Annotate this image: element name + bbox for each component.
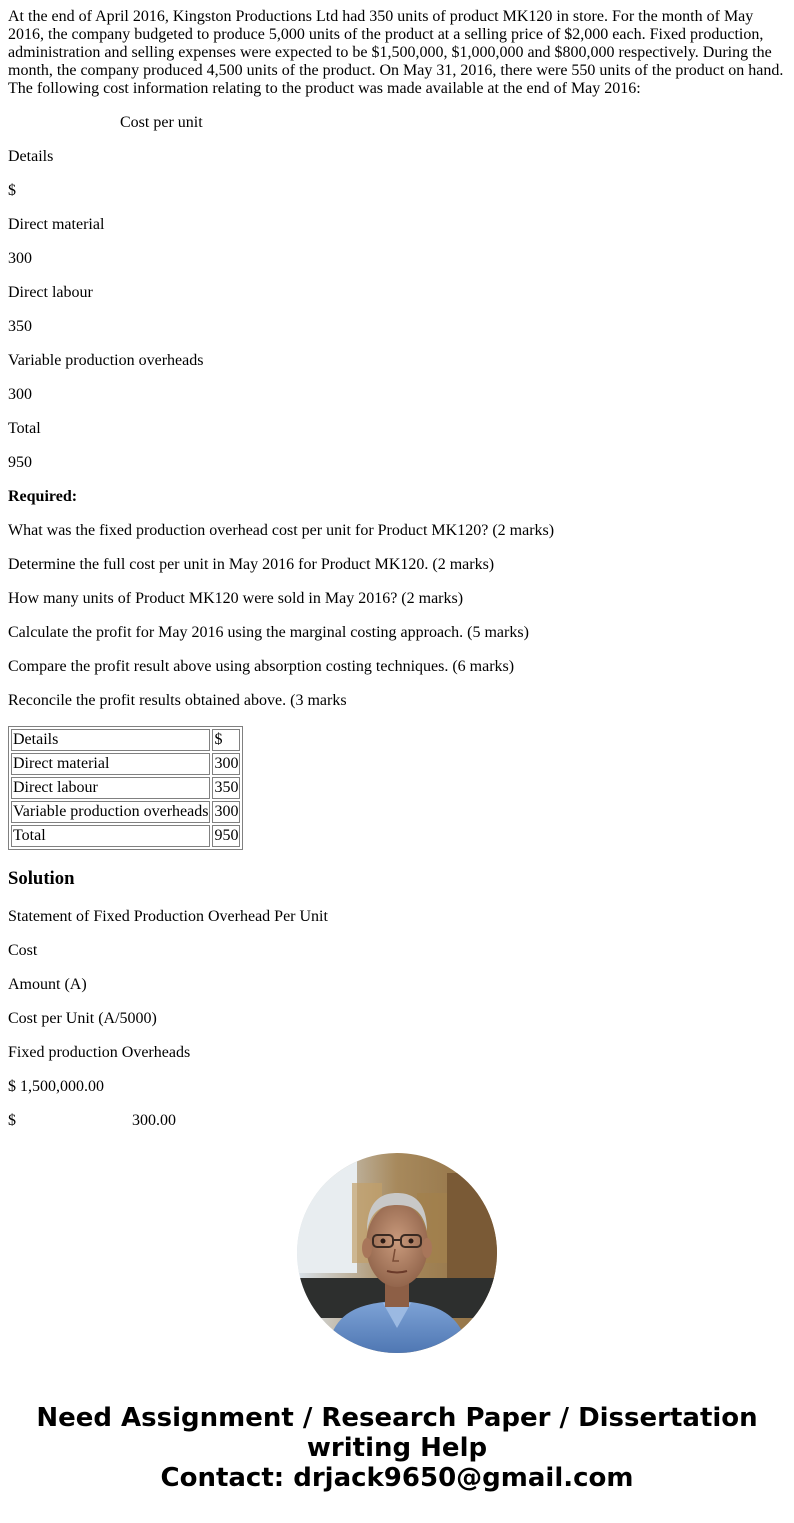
table-cell: Details [11, 729, 210, 751]
table-cell: Total [11, 825, 210, 847]
question-item: Reconcile the profit results obtained above. (3 marks [8, 692, 347, 709]
direct-labour-value: 350 [8, 318, 32, 335]
contact-banner [0, 1403, 794, 1493]
banner-line-contact: Contact: drjack9650@gmail.com [160, 1463, 634, 1493]
question-item: Compare the profit result above using absorption costing techniques. (6 marks) [8, 658, 515, 675]
variable-overheads-label: Variable production overheads [8, 352, 204, 369]
total-label: Total [8, 420, 41, 437]
banner-line-help: Need Assignment / Research Paper / Dissertation writing Help [36, 1403, 758, 1463]
intro-paragraph: At the end of April 2016, Kingston Productions Ltd had 350 units of product MK120 in store. For the month of May 2016, the company budgeted to produce 5,000 units of the product at a selling price of $2,000 each. Fixed production, administration and selling expenses were expected to be $1,500,000, $1,000,000 and $800,000 respectively. During the month, the company produced 4,500 units of the product. On May 31, 2016, there were 550 units of the product on hand. The following cost information relating to the product was made available at the end of May 2016: [8, 8, 784, 97]
total-value: 950 [8, 454, 32, 471]
dollar-symbol: $ [8, 1112, 16, 1129]
table-cell: Direct labour [11, 777, 210, 799]
question-item: Determine the full cost per unit in May 2016 for Product MK120. (2 marks) [8, 556, 495, 573]
table-row [11, 753, 240, 775]
details-label: Details [8, 148, 54, 165]
table-cell: 350 [212, 777, 240, 799]
cost-table [8, 726, 243, 850]
question-item: How many units of Product MK120 were sold in May 2016? (2 marks) [8, 590, 464, 607]
per-unit-value: 300.00 [132, 1112, 176, 1129]
table-row [11, 801, 240, 823]
question-item: What was the fixed production overhead cost per unit for Product MK120? (2 marks) [8, 522, 555, 539]
author-avatar [297, 1153, 497, 1353]
question-item: Calculate the profit for May 2016 using the marginal costing approach. (5 marks) [8, 624, 529, 641]
column-cost: Cost [8, 942, 38, 959]
table-cell: Direct material [11, 753, 210, 775]
solution-heading: Solution [8, 868, 75, 889]
table-row [11, 729, 240, 751]
fixed-overheads-label: Fixed production Overheads [8, 1044, 191, 1061]
table-row [11, 777, 240, 799]
table-cell: 950 [212, 825, 240, 847]
table-cell: 300 [212, 801, 240, 823]
dollar-label: $ [8, 182, 16, 199]
table-row [11, 825, 240, 847]
column-cost-per-unit: Cost per Unit (A/5000) [8, 1010, 157, 1027]
required-label: Required: [8, 488, 78, 505]
direct-material-label: Direct material [8, 216, 105, 233]
cost-per-unit-heading: Cost per unit [120, 114, 203, 131]
column-amount: Amount (A) [8, 976, 87, 993]
table-cell: Variable production overheads [11, 801, 210, 823]
document-body [8, 8, 786, 1146]
statement-title: Statement of Fixed Production Overhead Per Unit [8, 908, 328, 925]
direct-material-value: 300 [8, 250, 32, 267]
fixed-overheads-per-unit [8, 1112, 786, 1130]
table-cell: $ [212, 729, 240, 751]
table-cell: 300 [212, 753, 240, 775]
variable-overheads-value: 300 [8, 386, 32, 403]
fixed-overheads-amount: $ 1,500,000.00 [8, 1078, 104, 1095]
author-portrait-image [297, 1153, 497, 1353]
direct-labour-label: Direct labour [8, 284, 93, 301]
